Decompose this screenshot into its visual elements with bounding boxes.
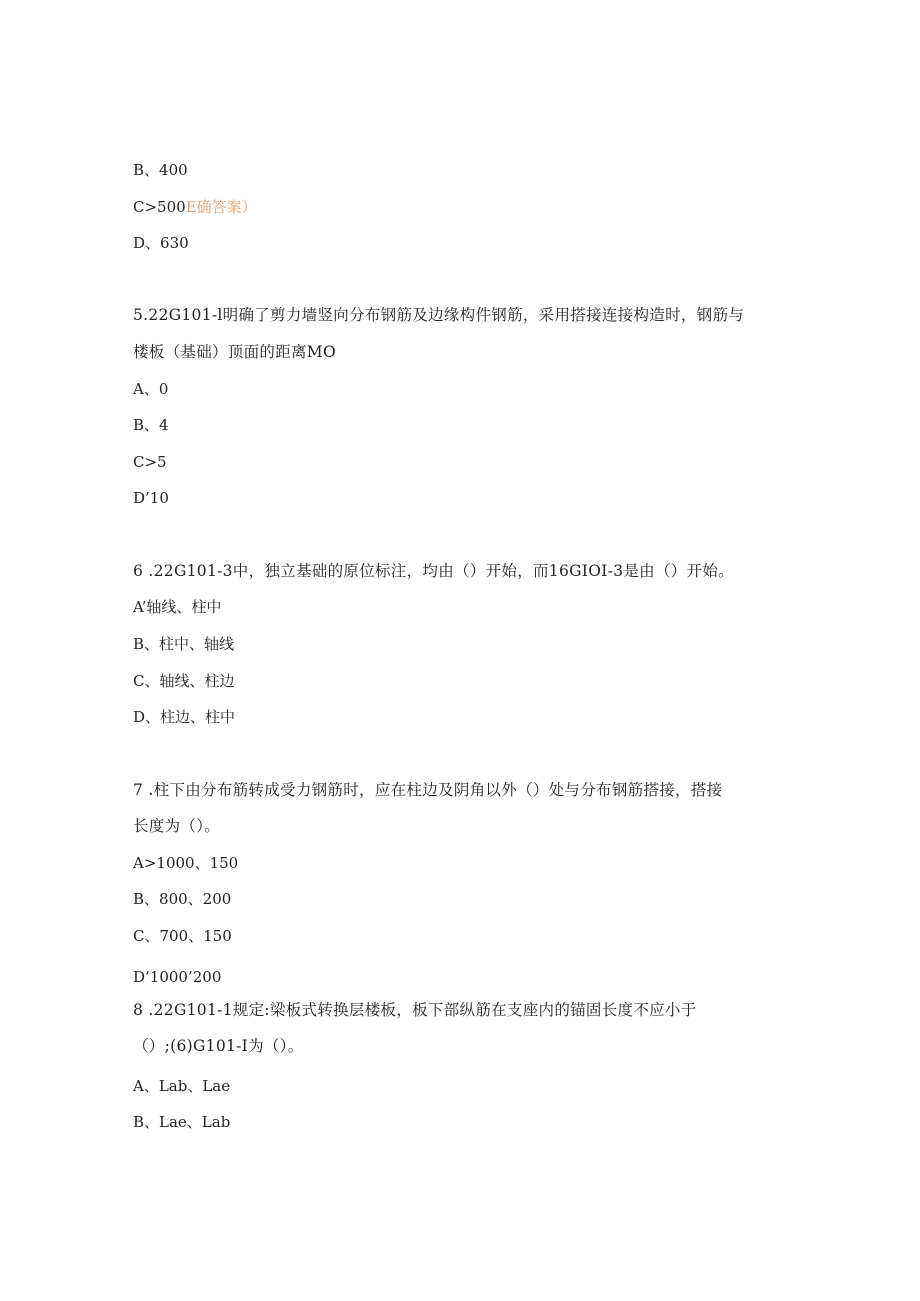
q5-option-d: D’10 — [133, 489, 169, 507]
q7-stem-line1: 7 .柱下由分布筋转成受力钢筋时，应在柱边及阴角以外（）处与分布钢筋搭接，搭接 — [133, 781, 723, 799]
q8-option-b: B、Lae、Lab — [133, 1113, 231, 1131]
q4-option-b: B、400 — [133, 161, 188, 179]
q5-stem-line1: 5.22G101-l明确了剪力墙竖向分布钢筋及边缘构件钢筋，采用搭接连接构造时，钢筋与 — [133, 306, 745, 324]
q5-option-b: B、4 — [133, 416, 169, 434]
q5-option-a: A、0 — [133, 380, 169, 398]
q6-stem: 6 .22G101-3中，独立基础的原位标注，均由（）开始，而16GIOI-3是由（）开始。 — [133, 562, 734, 580]
q7-option-b: B、800、200 — [133, 890, 232, 908]
q5-option-c: C>5 — [133, 453, 167, 471]
q4-answer-mark: E确答案） — [185, 198, 257, 216]
q8-stem-line1: 8 .22G101-1规定:梁板式转换层楼板，板下部纵筋在支座内的锚固长度不应小于 — [133, 1001, 697, 1019]
q4-option-d: D、630 — [133, 234, 189, 252]
q7-stem-line2: 长度为（）。 — [133, 817, 221, 835]
q4-option-c-text: C>500 — [133, 198, 186, 216]
q7-option-c: C、700、150 — [133, 927, 232, 945]
q7-option-a: A>1000、150 — [133, 854, 239, 872]
q6-option-c: C、轴线、柱边 — [133, 672, 235, 690]
q4-option-c — [133, 197, 257, 217]
q8-option-a: A、Lab、Lae — [133, 1077, 231, 1095]
q6-option-b: B、柱中、轴线 — [133, 635, 235, 653]
q7-option-d: D’1000’200 — [133, 968, 222, 986]
q6-option-a: A’轴线、柱中 — [133, 598, 222, 616]
q8-stem-line2: （）;(6)G101-I为（）。 — [133, 1037, 304, 1055]
q6-option-d: D、柱边、柱中 — [133, 708, 236, 726]
q5-stem-line2: 楼板（基础）顶面的距离MO — [133, 343, 336, 361]
